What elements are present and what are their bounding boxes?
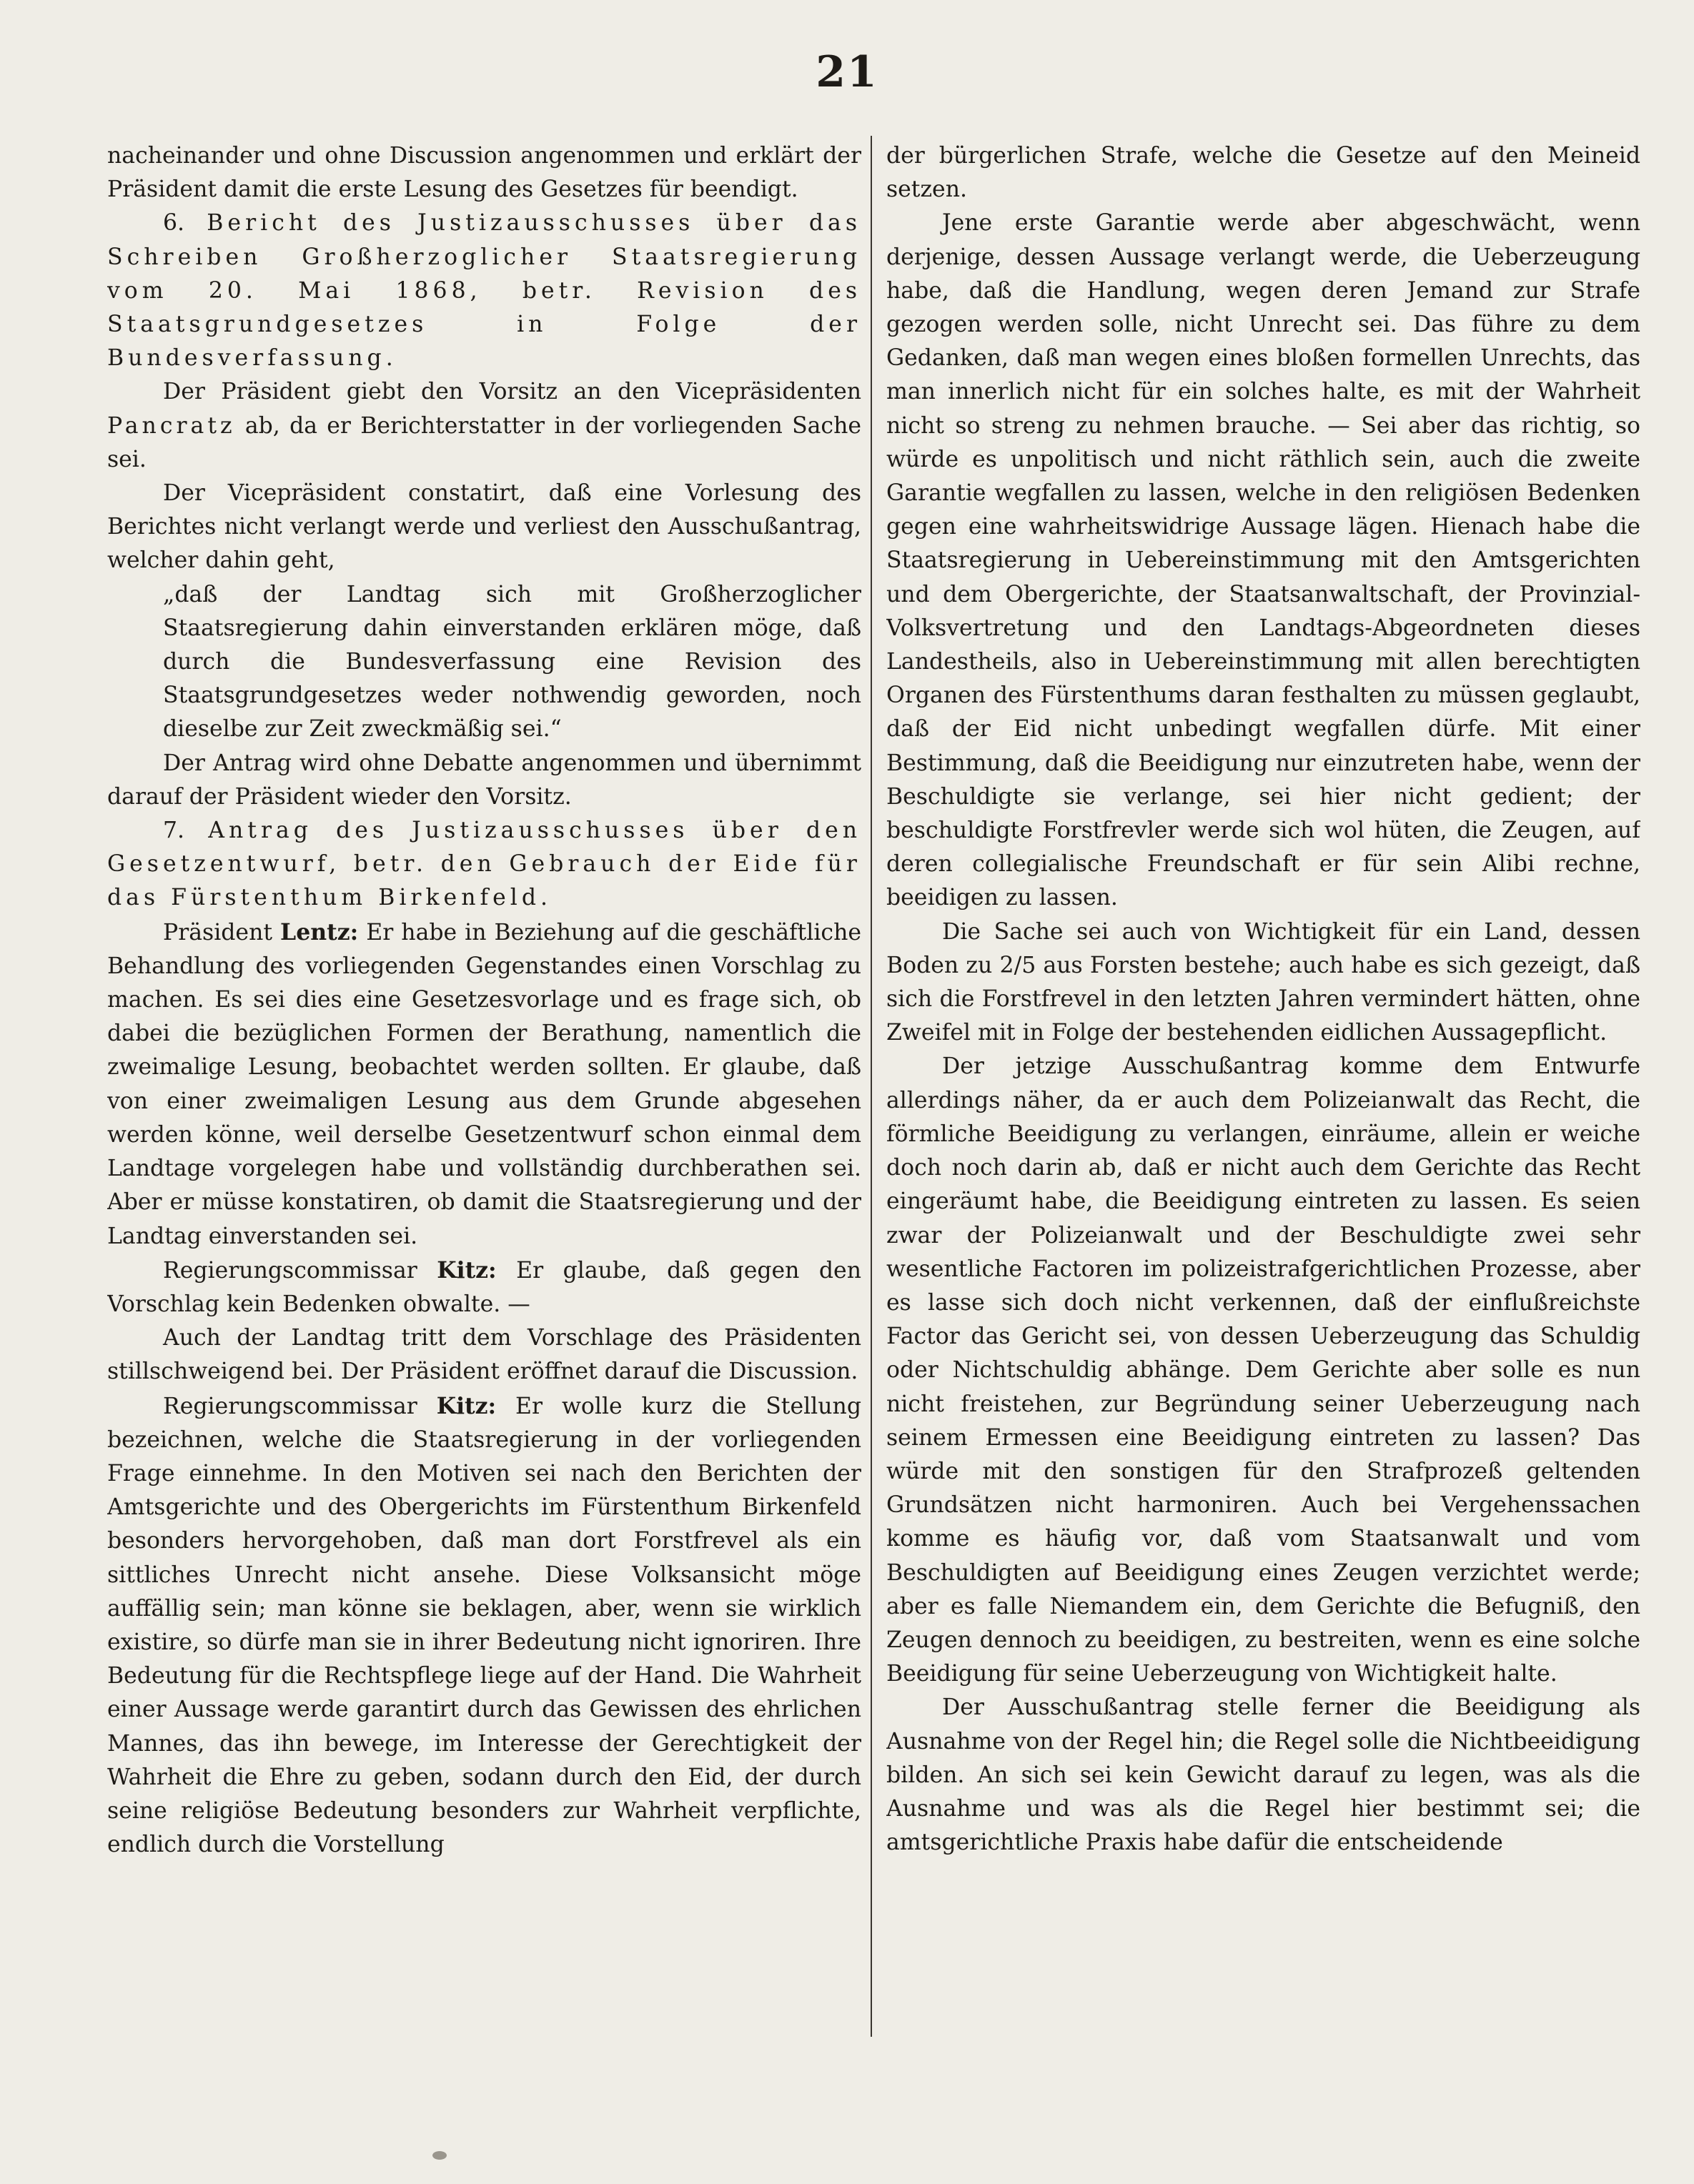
- left-column: [107, 139, 861, 2126]
- left-paragraph-2-rest: ab, da er Berichterstatter in der vorliegenden Sache sei.: [107, 412, 861, 472]
- agenda-item-7-number: 7.: [163, 818, 185, 844]
- right-paragraph-1: der bürgerlichen Strafe, welche die Gesetze auf den Meineid setzen.: [886, 143, 1640, 203]
- speaker-name-kitz: Kitz:: [436, 1392, 497, 1419]
- agenda-item-6-heading: [107, 207, 861, 375]
- left-paragraph-6: [107, 1254, 861, 1321]
- agenda-item-7-title: Antrag des Justizausschusses über den Gesetzentwurf, betr. den Gebrauch der Eide für das Fürstenthum Birkenfeld.: [107, 818, 861, 911]
- left-paragraph-8-text: Er wolle kurz die Stellung bezeichnen, welche die Staatsregierung in der vorliegenden Frage einnehme. In den Motiven sei nach den Berichten der Amtsgerichte und des Obergerichts im Fürstenthum Birkenfeld besonders hervorgehoben, daß man dort Forstfrevel als ein sittliches Unrecht nicht ansehe. Diese Volksansicht möge auffällig sein; man könne sie beklagen, aber, wenn sie wirklich existire, so dürfe man sie in ihrer Bedeutung nicht ignoriren. Ihre Bedeutung für die Rechtspflege liege auf der Hand. Die Wahrheit einer Aussage werde garantirt durch das Gewissen des ehrlichen Mannes, das ihn bewege, im Interesse der Gerechtigkeit der Wahrheit die Ehre zu geben, sodann durch den Eid, der durch seine religiöse Bedeutung besonders zur Wahrheit verpflichte, endlich durch die Vorstellung: [107, 1393, 861, 1858]
- speaker-role: Regierungscommissar: [163, 1393, 417, 1419]
- agenda-item-6-title: Bericht des Justizausschusses über das Schreiben Großherzoglicher Staatsregierung vom 20. Mai 1868, betr. Revision des Staatsgrundgesetzes in Folge der Bundesverfassung.: [107, 210, 861, 372]
- left-paragraph-7: Auch der Landtag tritt dem Vorschlage des Präsidenten stillschweigend bei. Der Präsident eröffnet darauf die Discussion.: [107, 1325, 861, 1385]
- left-paragraph-2: [107, 375, 861, 477]
- left-paragraph-6-text: Er glaube, daß gegen den Vorschlag kein Bedenken obwalte. —: [107, 1257, 861, 1317]
- right-paragraph-4: Der jetzige Ausschußantrag komme dem Entwurfe allerdings näher, da er auch dem Polizeianwalt das Recht, die förmliche Beeidigung zu verlangen, einräume, allein er weiche doch noch darin ab, daß er nicht auch dem Gerichte das Recht eingeräumt habe, die Beeidigung eintreten zu lassen. Es seien zwar der Polizeianwalt und der Beschuldigte zwei sehr wesentliche Factoren im polizeistrafgerichtlichen Prozesse, aber es lasse sich doch nicht verkennen, daß der einflußreichste Factor das Gericht sei, von dessen Ueberzeugung das Schuldig oder Nichtschuldig abhänge. Dem Gerichte aber solle es nun nicht freistehen, zur Begründung seiner Ueberzeugung nach seinem Ermessen eine Beeidigung eintreten zu lassen? Das würde mit den sonstigen für den Strafprozeß geltenden Grundsätzen nicht harmoniren. Auch bei Vergehenssachen komme es häufig vor, daß vom Staatsanwalt und vom Beschuldigten auf Beeidigung eines Zeugen verzichtet werde; aber es falle Niemandem ein, dem Gerichte die Befugniß, den Zeugen dennoch zu beeidigen, zu bestreiten, wenn es eine solche Beeidigung für seine Ueberzeugung von Wichtigkeit halte.: [886, 1053, 1640, 1687]
- left-paragraph-5-text: Er habe in Beziehung auf die geschäftliche Behandlung des vorliegenden Gegenstandes einen Vorschlag zu machen. Es sei dies eine Gesetzesvorlage und es frage sich, ob dabei die bezüglichen Formen der Berathung, namentlich die zweimalige Lesung, beobachtet werden sollten. Er glaube, daß von einer zweimaligen Lesung aus dem Grunde abgesehen werden könne, weil derselbe Gesetzentwurf schon einmal dem Landtage vorgelegen habe und vollständig durchberathen sei. Aber er müsse konstatiren, ob damit die Staatsregierung und der Landtag einverstanden sei.: [107, 919, 861, 1249]
- speaker-role: Regierungscommissar: [163, 1257, 417, 1284]
- speaker-name-pancratz: Pancratz: [107, 412, 236, 439]
- speaker-name-kitz: Kitz:: [437, 1256, 497, 1284]
- left-paragraph-8: [107, 1389, 861, 1862]
- ink-smudge: [432, 2151, 447, 2160]
- page-number: 21: [816, 47, 878, 97]
- motion-quote: „daß der Landtag sich mit Großherzoglicher Staatsregierung dahin einverstanden erklären möge, daß durch die Bundesverfassung eine Revision des Staatsgrundgesetzes weder nothwendig geworden, noch dieselbe zur Zeit zweckmäßig sei.“: [163, 581, 861, 743]
- right-paragraph-3: Die Sache sei auch von Wichtigkeit für ein Land, dessen Boden zu 2/5 aus Forsten bestehe; auch habe es sich gezeigt, daß sich die Forstfrevel in den letzten Jahren vermindert hätten, ohne Zweifel mit in Folge der bestehenden eidlichen Aussagepflicht.: [886, 918, 1640, 1046]
- left-paragraph-2-text: Der Präsident giebt den Vorsitz an den Vicepräsidenten: [163, 379, 861, 405]
- left-paragraph-3: Der Vicepräsident constatirt, daß eine Vorlesung des Berichtes nicht verlangt werde und verliest den Ausschußantrag, welcher dahin geht,: [107, 480, 861, 574]
- right-column: [886, 139, 1640, 2126]
- left-paragraph-1: nacheinander und ohne Discussion angenommen und erklärt der Präsident damit die erste Lesung des Gesetzes für beendigt.: [107, 143, 861, 203]
- speaker-role: Präsident: [163, 919, 273, 945]
- right-paragraph-5: Der Ausschußantrag stelle ferner die Beeidigung als Ausnahme von der Regel hin; die Regel solle die Nichtbeeidigung bilden. An sich sei kein Gewicht darauf zu legen, was als die Ausnahme und was als die Regel hier bestimmt sei; die amtsgerichtliche Praxis habe dafür die entscheidende: [886, 1694, 1640, 1856]
- speaker-name-lentz: Lentz:: [280, 918, 359, 945]
- right-paragraph-2: Jene erste Garantie werde aber abgeschwächt, wenn derjenige, dessen Aussage verlangt werde, die Ueberzeugung habe, daß die Handlung, wegen deren Jemand zur Strafe gezogen werden solle, nicht Unrecht sei. Das führe zu dem Gedanken, daß man wegen eines bloßen formellen Unrechts, das man innerlich nicht für ein solches halte, es mit der Wahrheit nicht so streng zu nehmen brauche. — Sei aber das richtig, so würde es unpolitisch und nicht räthlich sein, auch die zweite Garantie wegfallen zu lassen, welche in den religiösen Bedenken gegen eine wahrheitswidrige Aussage lägen. Hienach habe die Staatsregierung in Uebereinstimmung mit den Amtsgerichten und dem Obergerichte, der Staatsanwaltschaft, der Provinzial-Volksvertretung und den Landtags-Abgeordneten dieses Landestheils, also in Uebereinstimmung mit allen berechtigten Organen des Fürstenthums daran festhalten zu müssen geglaubt, daß der Eid nicht unbedingt wegfallen dürfe. Mit einer Bestimmung, daß die Beeidigung nur einzutreten habe, wenn der Beschuldigte sie verlange, sei hier nicht gedient; der beschuldigte Forstfrevler werde sich wol hüten, die Zeugen, auf deren collegialische Freundschaft er für sein Alibi rechne, beeidigen zu lassen.: [886, 210, 1640, 911]
- agenda-item-6-number: 6.: [163, 210, 185, 237]
- agenda-item-7-heading: [107, 814, 861, 915]
- left-paragraph-5: [107, 915, 861, 1254]
- left-paragraph-4: Der Antrag wird ohne Debatte angenommen und übernimmt darauf der Präsident wieder den Vorsitz.: [107, 750, 861, 810]
- column-divider: [871, 136, 872, 2037]
